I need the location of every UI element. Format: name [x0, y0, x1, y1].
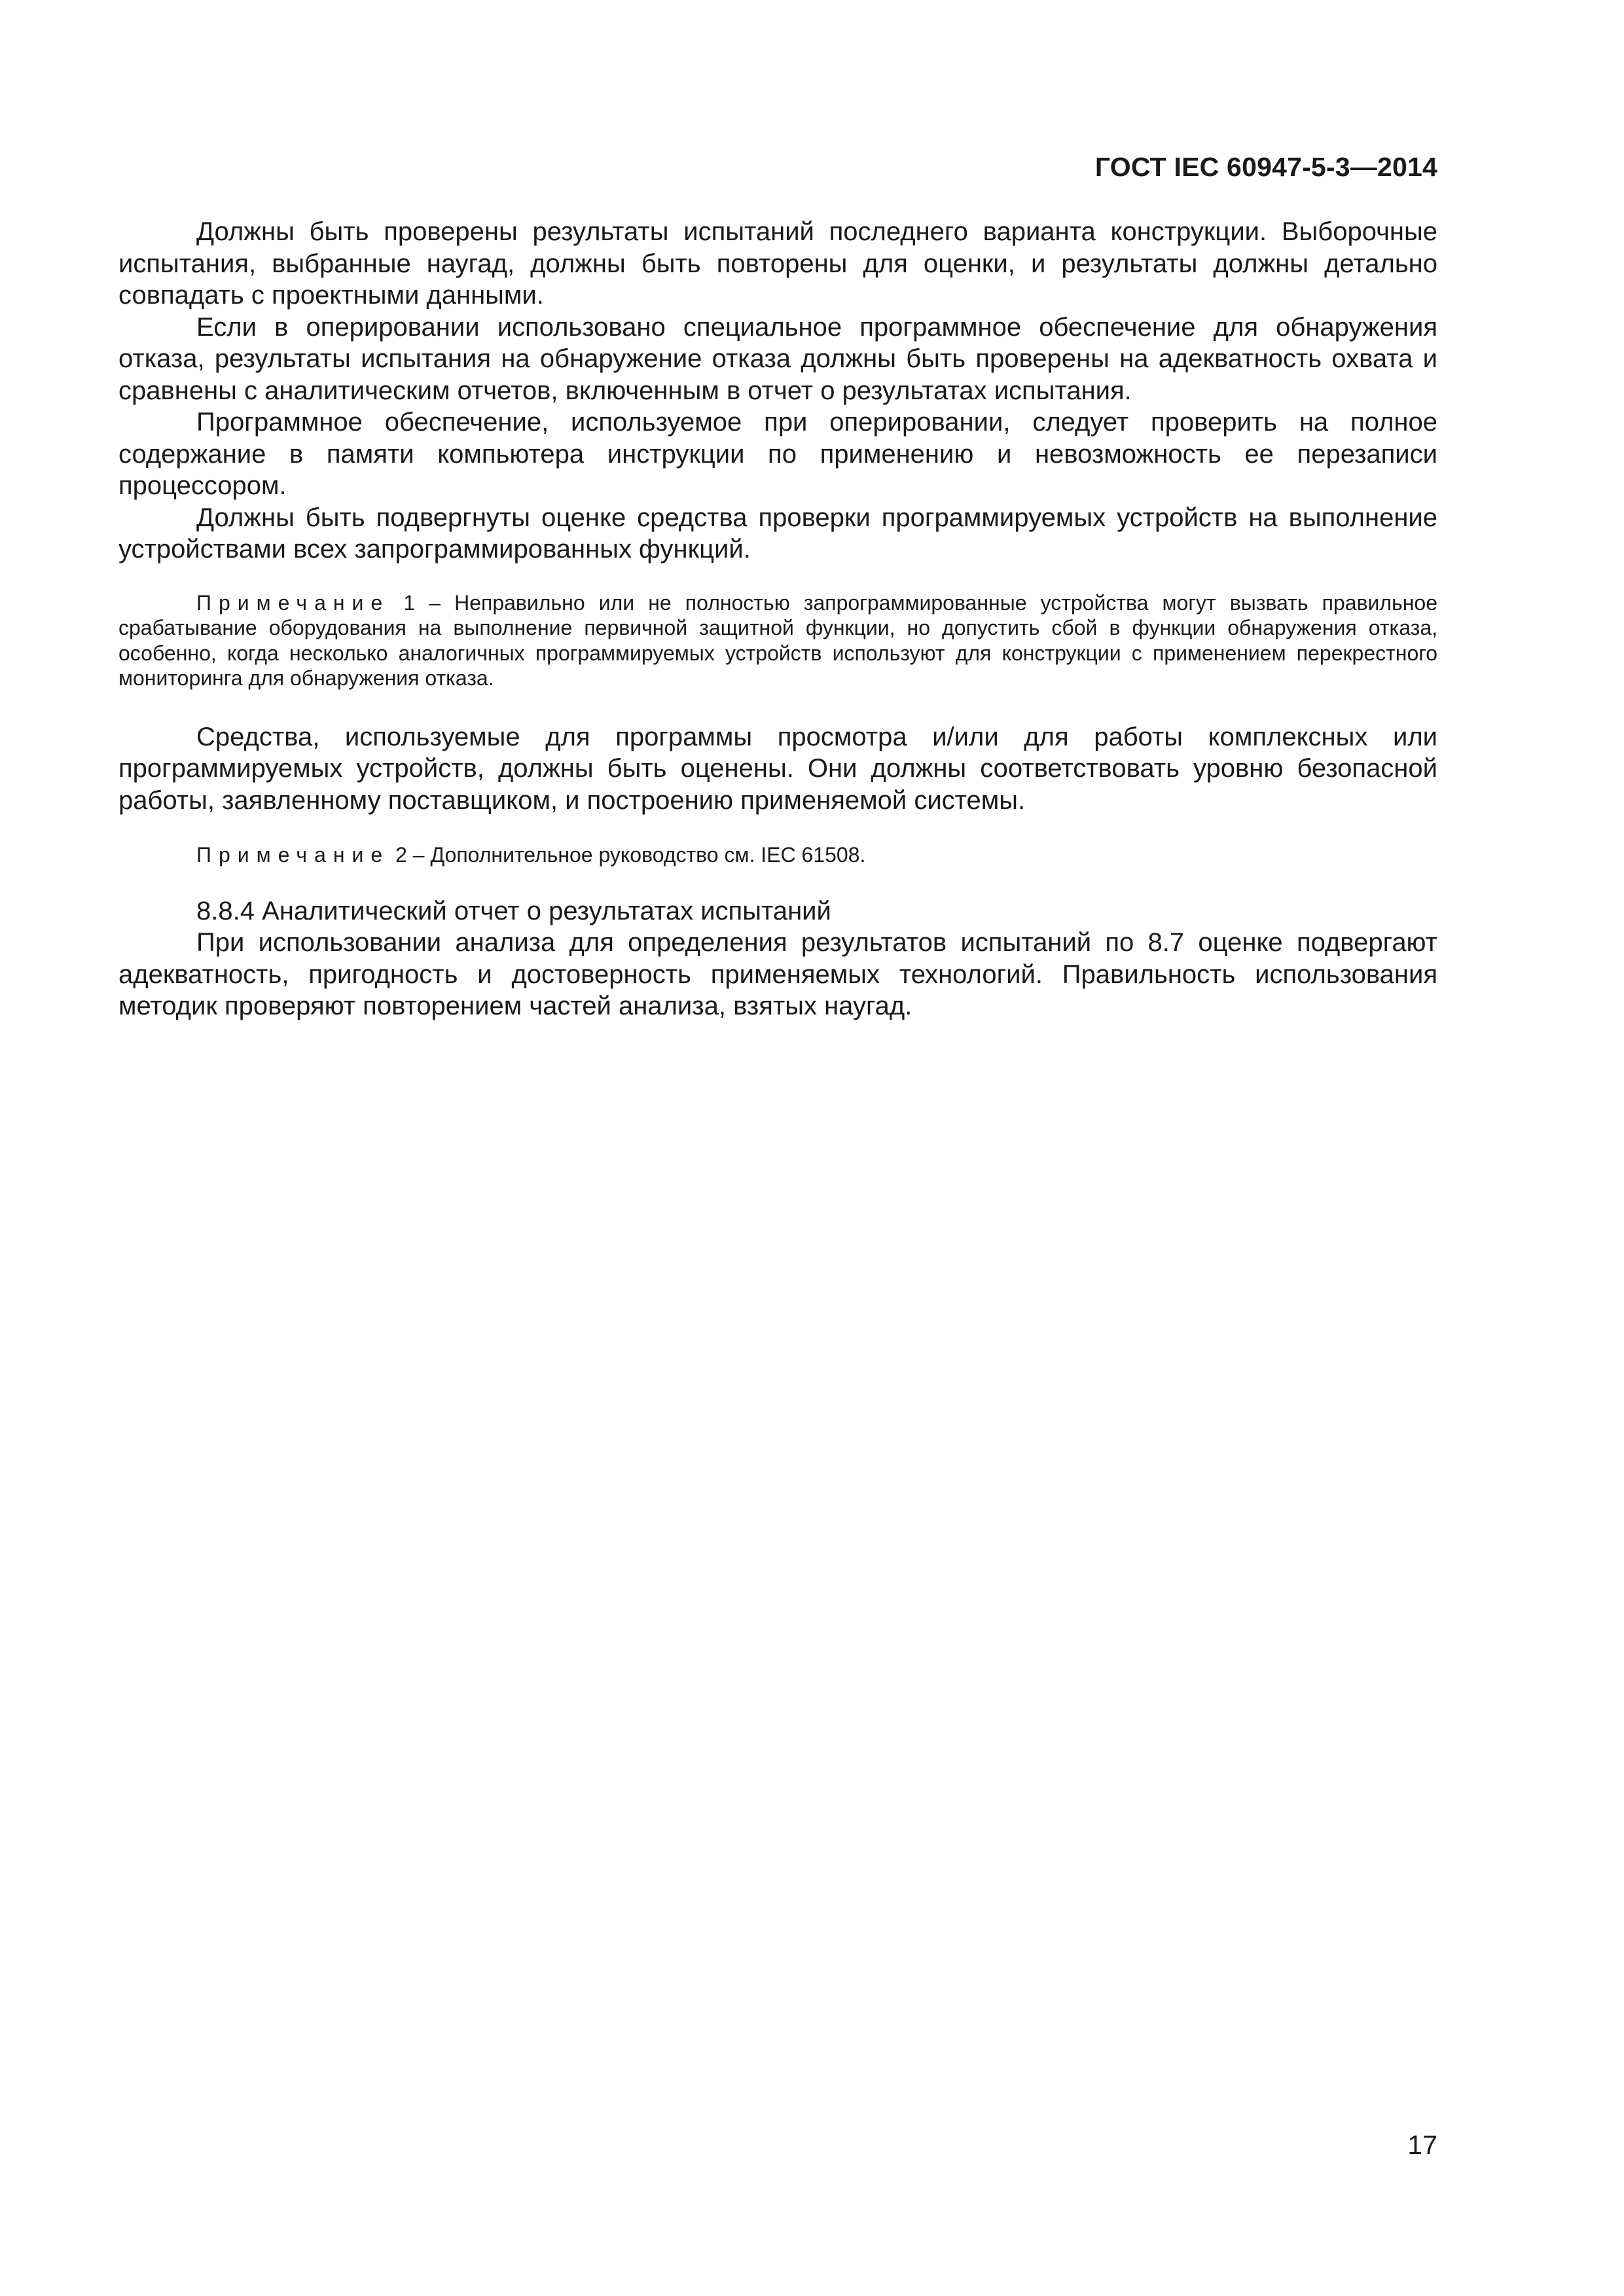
note-1-text: 1 – Неправильно или не полностью запрограммированные устройства могут вызвать правильное срабатывание оборудования на выполнение первичной защитной функции, но допустить сбой в функции обнаружения отказа, особенно, когда несколько аналогичных программируемых устройств используют для конструкции с применением перекрестного мониторинга для обнаружения отказа. [118, 590, 1437, 690]
note-2-label: Примечание [196, 843, 390, 867]
paragraph-3: Программное обеспечение, используемое при оперировании, следует проверить на полное содержание в памяти компьютера инструкции по применению и невозможность ее перезаписи процессором. [118, 408, 1437, 500]
page-content [118, 216, 1437, 1022]
document-code-header: ГОСТ IEC 60947-5-3—2014 [1094, 152, 1437, 182]
paragraph-5: Средства, используемые для программы просмотра и/или для работы комплексных или программируемых устройств, должны быть оценены. Они должны соответствовать уровню безопасной работы, заявленному поставщиком, и построению применяемой системы. [118, 722, 1437, 815]
page-number: 17 [1407, 2130, 1437, 2160]
section-heading: 8.8.4 Аналитический отчет о результатах испытаний [196, 896, 831, 925]
paragraph-2: Если в оперировании использовано специальное программное обеспечение для обнаружения отказа, результаты испытания на обнаружение отказа должны быть проверены на адекватность охвата и сравнены с аналитическим отчетов, включенным в отчет о результатах испытания. [118, 312, 1437, 405]
paragraph-4: Должны быть подвергнуты оценке средства проверки программируемых устройств на выполнение устройствами всех запрограммированных функций. [118, 503, 1437, 564]
section-body: При использовании анализа для определения результатов испытаний по 8.7 оценке подвергают адекватность, пригодность и достоверность применяемых технологий. Правильность использования методик проверяют повторением частей анализа, взятых наугад. [118, 928, 1437, 1020]
note-1 [118, 590, 1437, 691]
note-2 [118, 842, 1437, 868]
note-2-text: 2 – Дополнительное руководство см. IEC 61508. [389, 843, 866, 867]
paragraph-1: Должны быть проверены результаты испытаний последнего варианта конструкции. Выборочные испытания, выбранные наугад, должны быть повторены для оценки, и результаты должны детально совпадать с проектными данными. [118, 217, 1437, 310]
note-1-label: Примечание [196, 590, 390, 615]
